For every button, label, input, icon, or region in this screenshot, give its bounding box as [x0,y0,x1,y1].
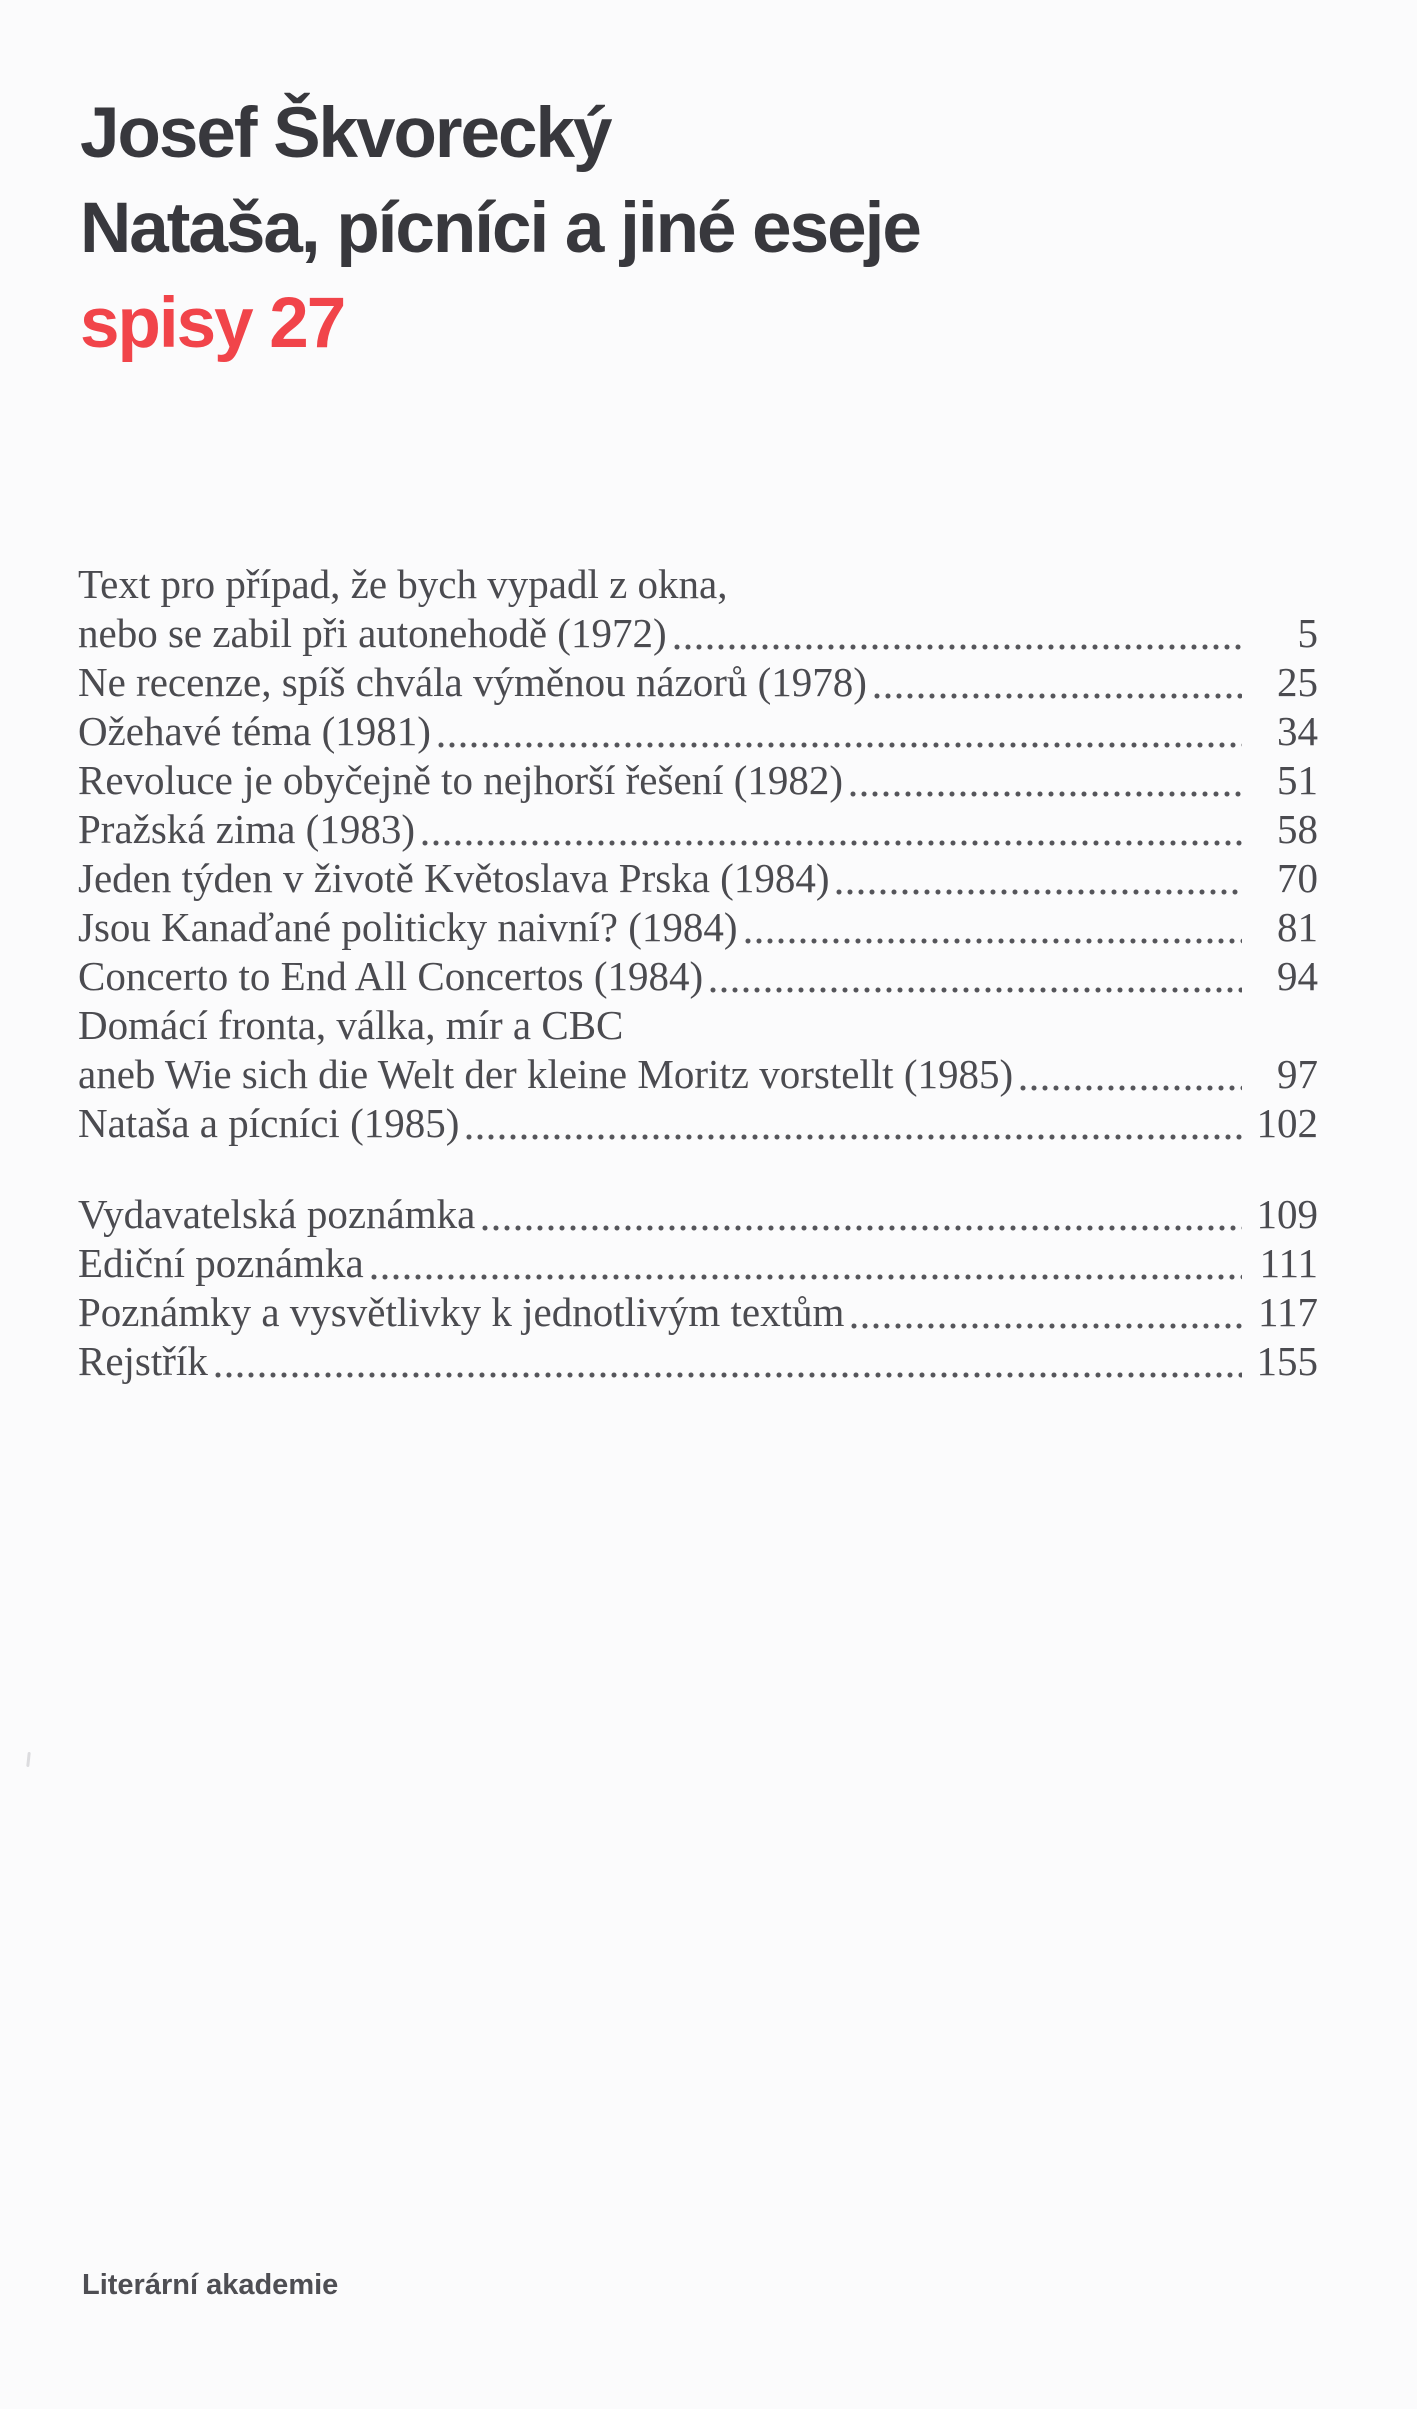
toc-page-number: 81 [1277,904,1318,950]
table-of-contents [78,560,1318,1386]
toc-page-number: 111 [1259,1240,1318,1286]
toc-page-number: 97 [1277,1051,1318,1097]
toc-entry-title: Nataša a pícníci (1985) [78,1100,460,1146]
dot-leader [215,1372,1242,1378]
toc-entry-title: Pražská zima (1983) [78,806,415,852]
toc-entry-title: Rejstřík [78,1338,208,1384]
title-block [80,86,920,371]
dot-leader [422,840,1242,846]
toc-entry-line: Domácí fronta, válka, mír a CBC [78,1002,624,1048]
toc-entry-pre-lines [78,1001,1318,1050]
dot-leader [710,987,1242,993]
toc-page-number: 34 [1277,708,1318,754]
toc-entry-title: Ožehavé téma (1981) [78,708,431,754]
toc-entry-main-line [78,1288,1318,1337]
toc-entry [78,805,1318,854]
toc-entry [78,1288,1318,1337]
toc-page-number: 25 [1277,659,1318,705]
toc-page-number: 58 [1277,806,1318,852]
toc-entry-title: Vydavatelská poznámka [78,1191,476,1237]
toc-entry-title: Ne recenze, spíš chvála výměnou názorů (1978) [78,659,867,705]
toc-entry-title: Jsou Kanaďané politicky naivní? (1984) [78,904,738,950]
toc-entry-title: Revoluce je obyčejně to nejhorší řešení (1982) [78,757,844,803]
toc-entry-main-line [78,707,1318,756]
toc-entry [78,1099,1318,1148]
toc-entry [78,560,1318,658]
toc-page-number: 5 [1297,610,1318,656]
dot-leader [745,938,1242,944]
toc-entry-main-line [78,756,1318,805]
toc-page-number: 117 [1258,1289,1318,1335]
toc-entry-title: Jeden týden v životě Květoslava Prska (1984) [78,855,830,901]
toc-entry-main-line [78,1050,1318,1099]
toc-entry-title: aneb Wie sich die Welt der kleine Moritz vorstellt (1985) [78,1051,1014,1097]
dot-leader [850,791,1242,797]
toc-page-number: 94 [1277,953,1318,999]
toc-section-essays [78,560,1318,1148]
toc-entry-main-line [78,805,1318,854]
toc-entry [78,854,1318,903]
dot-leader [1020,1085,1242,1091]
toc-entry-line: Text pro případ, že bych vypadl z okna, [78,561,728,607]
author-name: Josef Škvorecký [80,94,611,173]
toc-entry-title: Ediční poznámka [78,1240,364,1286]
toc-entry-main-line [78,952,1318,1001]
dot-leader [836,889,1242,895]
toc-page-number: 51 [1277,757,1318,803]
toc-entry-main-line [78,1099,1318,1148]
toc-entry [78,658,1318,707]
toc-entry-title: Concerto to End All Concertos (1984) [78,953,704,999]
toc-page-number: 155 [1256,1338,1318,1384]
series-label: spisy 27 [80,284,345,363]
toc-page-number: 70 [1277,855,1318,901]
toc-entry [78,707,1318,756]
toc-entry [78,1001,1318,1099]
toc-entry-main-line [78,1337,1318,1386]
toc-entry [78,1190,1318,1239]
toc-entry-title: Poznámky a vysvětlivky k jednotlivým textům [78,1289,845,1335]
toc-entry-pre-lines [78,560,1318,609]
toc-entry-title: nebo se zabil při autonehodě (1972) [78,610,667,656]
toc-page-number: 109 [1256,1191,1318,1237]
dot-leader [851,1323,1242,1329]
dot-leader [674,644,1242,650]
dot-leader [466,1134,1242,1140]
toc-entry [78,952,1318,1001]
toc-page-number: 102 [1256,1100,1318,1146]
toc-entry-main-line [78,1239,1318,1288]
toc-entry [78,1337,1318,1386]
toc-entry-main-line [78,854,1318,903]
dot-leader [371,1274,1242,1280]
scan-artifact [26,1752,31,1767]
toc-section-back-matter [78,1190,1318,1386]
dot-leader [438,742,1242,748]
toc-entry [78,1239,1318,1288]
toc-entry-main-line [78,609,1318,658]
publisher-name: Literární akademie [82,2269,339,2301]
book-title: Nataša, pícníci a jiné eseje [80,189,920,268]
dot-leader [482,1225,1242,1231]
dot-leader [874,693,1242,699]
toc-entry-main-line [78,903,1318,952]
toc-entry [78,756,1318,805]
toc-entry-main-line [78,658,1318,707]
toc-entry [78,903,1318,952]
toc-entry-main-line [78,1190,1318,1239]
